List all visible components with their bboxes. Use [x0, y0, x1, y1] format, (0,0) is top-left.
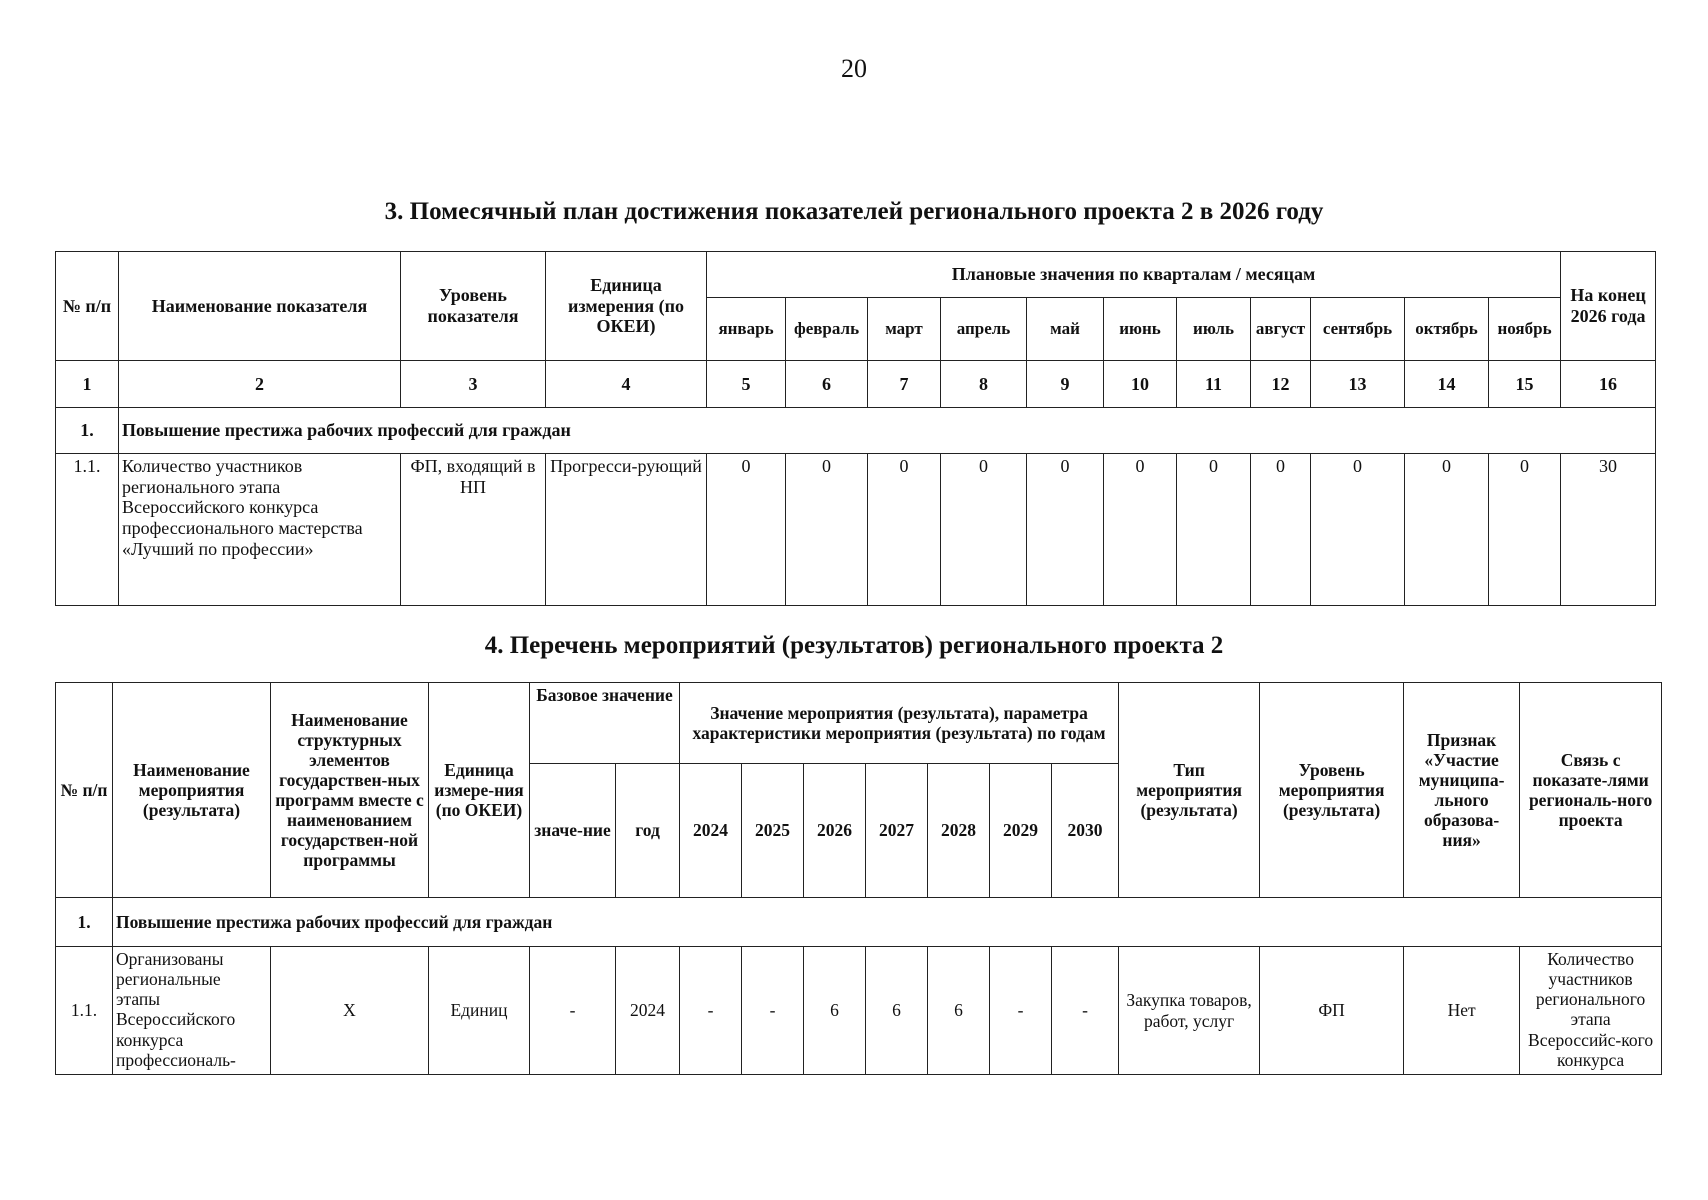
- year-value: -: [990, 947, 1052, 1075]
- header-end-of-year: На конец 2026 года: [1561, 252, 1656, 361]
- header-year: 2024: [680, 764, 742, 898]
- activity-unit: Единиц: [429, 947, 530, 1075]
- header-activity-name: Наименование мероприятия (результата): [113, 683, 271, 898]
- group-num: 1.: [56, 898, 113, 947]
- link-to-indicators: Количество участников регионального этапа Всероссийс-кого конкурса: [1520, 947, 1662, 1075]
- group-title: Повышение престижа рабочих профессий для граждан: [113, 898, 1662, 947]
- header-month: июнь: [1104, 298, 1177, 361]
- header-link-to-indicators: Связь с показате-лями региональ-ного проекта: [1520, 683, 1662, 898]
- header-month: январь: [707, 298, 786, 361]
- header-month: июль: [1177, 298, 1251, 361]
- col-number: 11: [1177, 361, 1251, 408]
- col-number: 7: [868, 361, 941, 408]
- month-value: 0: [1104, 454, 1177, 606]
- month-value: 0: [786, 454, 868, 606]
- month-value: 0: [941, 454, 1027, 606]
- col-number: 4: [546, 361, 707, 408]
- year-value: -: [680, 947, 742, 1075]
- header-month: сентябрь: [1311, 298, 1405, 361]
- header-year: 2030: [1052, 764, 1119, 898]
- header-month: август: [1251, 298, 1311, 361]
- col-number: 9: [1027, 361, 1104, 408]
- month-value: 0: [1489, 454, 1561, 606]
- header-num: № п/п: [56, 252, 119, 361]
- col-number: 14: [1405, 361, 1489, 408]
- col-number: 5: [707, 361, 786, 408]
- structural-element: Х: [271, 947, 429, 1075]
- header-structural-elements: Наименование структурных элементов государствен-ных программ вместе с наименованием государствен-ной программы: [271, 683, 429, 898]
- header-base-value: Базовое значение: [530, 683, 680, 764]
- page-number: 20: [841, 54, 867, 83]
- header-month: февраль: [786, 298, 868, 361]
- month-value: 0: [1405, 454, 1489, 606]
- row-num: 1.1.: [56, 454, 119, 606]
- header-year: 2029: [990, 764, 1052, 898]
- header-municipal-participation: Признак «Участие муниципа-льного образова-ния»: [1404, 683, 1520, 898]
- col-number: 3: [401, 361, 546, 408]
- header-unit: Единица измере-ния (по ОКЕИ): [429, 683, 530, 898]
- header-indicator-name: Наименование показателя: [119, 252, 401, 361]
- header-year: 2027: [866, 764, 928, 898]
- header-year: 2026: [804, 764, 866, 898]
- header-values-by-year: Значение мероприятия (результата), параметра характеристики мероприятия (результата) по годам: [680, 683, 1119, 764]
- indicator-name: Количество участников регионального этапа Всероссийского конкурса профессионального мастерства «Лучший по профессии»: [119, 454, 401, 606]
- header-activity-type: Тип мероприятия (результата): [1119, 683, 1260, 898]
- header-activity-level: Уровень мероприятия (результата): [1260, 683, 1404, 898]
- header-base-value-value: значе-ние: [530, 764, 616, 898]
- year-value: 6: [866, 947, 928, 1075]
- year-value: -: [1052, 947, 1119, 1075]
- header-num: № п/п: [56, 683, 113, 898]
- activity-level: ФП: [1260, 947, 1404, 1075]
- col-number: 10: [1104, 361, 1177, 408]
- col-number: 16: [1561, 361, 1656, 408]
- group-title: Повышение престижа рабочих профессий для граждан: [119, 408, 1656, 454]
- header-month: апрель: [941, 298, 1027, 361]
- col-number: 13: [1311, 361, 1405, 408]
- header-month: май: [1027, 298, 1104, 361]
- end-of-year-value: 30: [1561, 454, 1656, 606]
- col-number: 15: [1489, 361, 1561, 408]
- header-base-value-year: год: [616, 764, 680, 898]
- header-month: ноябрь: [1489, 298, 1561, 361]
- section-3-title: 3. Помесячный план достижения показателей регионального проекта 2 в 2026 году: [384, 198, 1324, 225]
- col-number: 1: [56, 361, 119, 408]
- col-number: 8: [941, 361, 1027, 408]
- month-value: 0: [1177, 454, 1251, 606]
- header-month: март: [868, 298, 941, 361]
- monthly-plan-table: [55, 251, 1656, 606]
- base-value: -: [530, 947, 616, 1075]
- indicator-unit: Прогресси-рующий: [546, 454, 707, 606]
- month-value: 0: [868, 454, 941, 606]
- header-year: 2028: [928, 764, 990, 898]
- activity-type: Закупка товаров, работ, услуг: [1119, 947, 1260, 1075]
- base-year: 2024: [616, 947, 680, 1075]
- row-num: 1.1.: [56, 947, 113, 1075]
- header-unit: Единица измерения (по ОКЕИ): [546, 252, 707, 361]
- header-month: октябрь: [1405, 298, 1489, 361]
- header-indicator-level: Уровень показателя: [401, 252, 546, 361]
- col-number: 2: [119, 361, 401, 408]
- month-value: 0: [707, 454, 786, 606]
- activities-table: [55, 682, 1662, 1075]
- indicator-level: ФП, входящий в НП: [401, 454, 546, 606]
- col-number: 6: [786, 361, 868, 408]
- year-value: 6: [928, 947, 990, 1075]
- municipal-participation: Нет: [1404, 947, 1520, 1075]
- year-value: -: [742, 947, 804, 1075]
- col-number: 12: [1251, 361, 1311, 408]
- group-num: 1.: [56, 408, 119, 454]
- month-value: 0: [1251, 454, 1311, 606]
- section-4-title: 4. Перечень мероприятий (результатов) регионального проекта 2: [484, 632, 1224, 659]
- year-value: 6: [804, 947, 866, 1075]
- header-planned-values: Плановые значения по кварталам / месяцам: [707, 252, 1561, 298]
- activity-name: Организованы региональные этапы Всероссийского конкурса профессиональ-: [113, 947, 271, 1075]
- month-value: 0: [1027, 454, 1104, 606]
- month-value: 0: [1311, 454, 1405, 606]
- header-year: 2025: [742, 764, 804, 898]
